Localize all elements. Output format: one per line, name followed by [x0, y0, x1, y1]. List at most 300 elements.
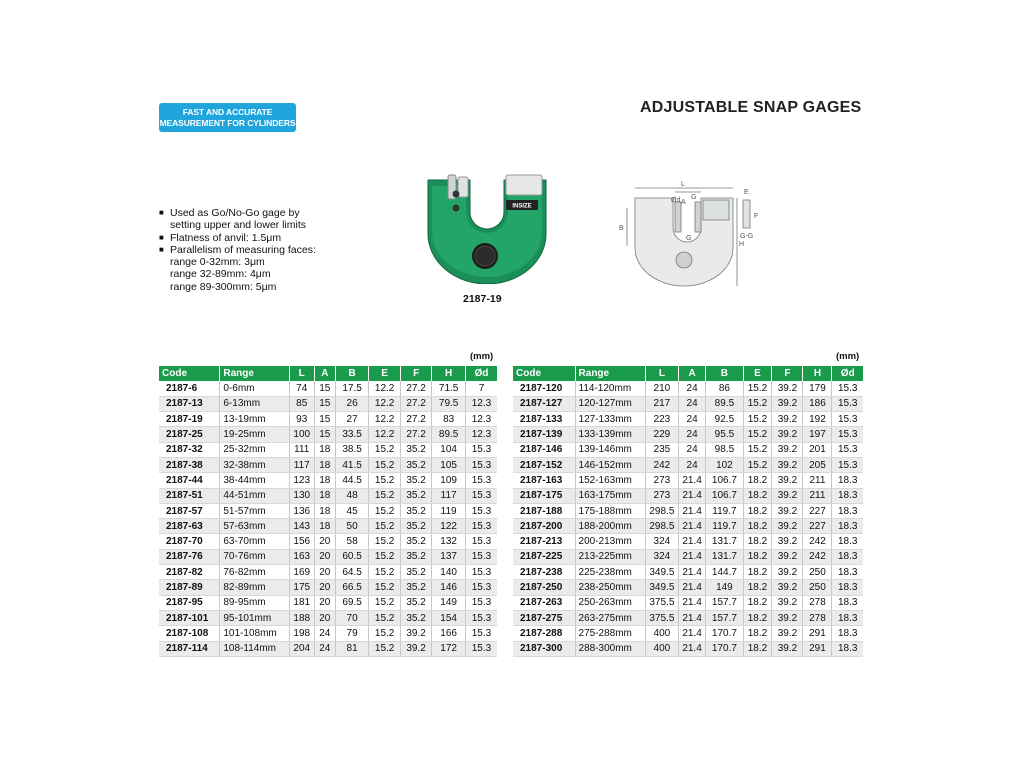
value-cell: 24 — [678, 412, 705, 427]
value-cell: 197 — [803, 427, 832, 442]
table-row — [159, 473, 497, 488]
badge-line-1: FAST AND ACCURATE — [182, 107, 273, 117]
value-cell: 18 — [314, 503, 335, 518]
column-header: L — [289, 366, 314, 381]
code-cell: 2187-19 — [159, 412, 220, 427]
value-cell: 24 — [678, 427, 705, 442]
value-cell: 170.7 — [706, 626, 743, 641]
value-cell: 15.2 — [369, 457, 400, 472]
value-cell: 100 — [289, 427, 314, 442]
table-header-row — [159, 366, 497, 381]
value-cell: 131.7 — [706, 534, 743, 549]
dim-label-gg: G-G — [740, 233, 754, 240]
table-row — [513, 381, 863, 396]
value-cell: 79 — [335, 626, 369, 641]
value-cell: 15 — [314, 381, 335, 396]
value-cell: 136 — [289, 503, 314, 518]
value-cell: 15.3 — [832, 381, 863, 396]
value-cell: 74 — [289, 381, 314, 396]
value-cell: 18 — [314, 457, 335, 472]
table-row — [159, 412, 497, 427]
value-cell: 39.2 — [400, 626, 431, 641]
column-header: F — [772, 366, 803, 381]
bullet-icon: ■ — [159, 208, 164, 217]
value-cell: 18.2 — [743, 534, 772, 549]
code-cell: 2187-32 — [159, 442, 220, 457]
table-row — [159, 442, 497, 457]
code-cell: 2187-225 — [513, 549, 575, 564]
value-cell: 39.2 — [772, 641, 803, 656]
range-cell: 288-300mm — [575, 641, 645, 656]
value-cell: 21.4 — [678, 473, 705, 488]
range-cell: 0-6mm — [220, 381, 289, 396]
value-cell: 12.3 — [465, 427, 497, 442]
value-cell: 109 — [432, 473, 466, 488]
table-row — [159, 503, 497, 518]
value-cell: 15.2 — [369, 610, 400, 625]
table-row — [513, 641, 863, 656]
value-cell: 298.5 — [645, 503, 678, 518]
range-cell: 108-114mm — [220, 641, 289, 656]
value-cell: 38.5 — [335, 442, 369, 457]
value-cell: 18.3 — [832, 503, 863, 518]
value-cell: 250 — [803, 580, 832, 595]
table-row — [159, 488, 497, 503]
code-cell: 2187-114 — [159, 641, 220, 656]
column-header: Code — [513, 366, 575, 381]
value-cell: 35.2 — [400, 457, 431, 472]
dim-label-f: F — [754, 213, 759, 220]
table-row — [159, 580, 497, 595]
value-cell: 27 — [335, 412, 369, 427]
value-cell: 15.3 — [465, 626, 497, 641]
code-cell: 2187-263 — [513, 595, 575, 610]
range-cell: 101-108mm — [220, 626, 289, 641]
table-row — [513, 442, 863, 457]
code-cell: 2187-82 — [159, 565, 220, 580]
value-cell: 18.3 — [832, 595, 863, 610]
value-cell: 35.2 — [400, 442, 431, 457]
value-cell: 15.2 — [369, 565, 400, 580]
code-cell: 2187-175 — [513, 488, 575, 503]
table-row — [513, 519, 863, 534]
code-cell: 2187-163 — [513, 473, 575, 488]
range-cell: 250-263mm — [575, 595, 645, 610]
dim-label-h: H — [739, 241, 745, 248]
value-cell: 64.5 — [335, 565, 369, 580]
code-cell: 2187-238 — [513, 565, 575, 580]
range-cell: 200-213mm — [575, 534, 645, 549]
value-cell: 400 — [645, 641, 678, 656]
value-cell: 21.4 — [678, 549, 705, 564]
dim-label-b: B — [619, 225, 624, 232]
value-cell: 298.5 — [645, 519, 678, 534]
range-cell: 51-57mm — [220, 503, 289, 518]
code-cell: 2187-139 — [513, 427, 575, 442]
value-cell: 12.3 — [465, 412, 497, 427]
value-cell: 18.2 — [743, 473, 772, 488]
value-cell: 15.2 — [369, 442, 400, 457]
range-cell: 89-95mm — [220, 595, 289, 610]
value-cell: 15.3 — [465, 519, 497, 534]
value-cell: 188 — [289, 610, 314, 625]
table-row — [159, 626, 497, 641]
range-cell: 139-146mm — [575, 442, 645, 457]
value-cell: 39.2 — [772, 503, 803, 518]
value-cell: 18.3 — [832, 488, 863, 503]
feature-text: range 32-89mm: 4μm — [170, 268, 271, 281]
value-cell: 117 — [432, 488, 466, 503]
bullet-icon: ■ — [159, 232, 164, 242]
value-cell: 18.2 — [743, 488, 772, 503]
range-cell: 13-19mm — [220, 412, 289, 427]
value-cell: 201 — [803, 442, 832, 457]
value-cell: 15.3 — [465, 457, 497, 472]
value-cell: 39.2 — [772, 488, 803, 503]
range-cell: 95-101mm — [220, 610, 289, 625]
value-cell: 21.4 — [678, 565, 705, 580]
table-row — [513, 503, 863, 518]
value-cell: 35.2 — [400, 473, 431, 488]
value-cell: 20 — [314, 595, 335, 610]
value-cell: 86 — [706, 381, 743, 396]
table-row — [159, 427, 497, 442]
value-cell: 12.2 — [369, 427, 400, 442]
value-cell: 375.5 — [645, 610, 678, 625]
value-cell: 27.2 — [400, 412, 431, 427]
value-cell: 24 — [314, 626, 335, 641]
code-cell: 2187-200 — [513, 519, 575, 534]
value-cell: 33.5 — [335, 427, 369, 442]
value-cell: 132 — [432, 534, 466, 549]
value-cell: 102 — [706, 457, 743, 472]
table-row — [513, 610, 863, 625]
value-cell: 21.4 — [678, 519, 705, 534]
dim-label-l: L — [681, 181, 685, 188]
value-cell: 18.3 — [832, 626, 863, 641]
value-cell: 15.3 — [465, 565, 497, 580]
range-cell: 133-139mm — [575, 427, 645, 442]
column-header: F — [400, 366, 431, 381]
value-cell: 242 — [803, 534, 832, 549]
value-cell: 89.5 — [706, 396, 743, 411]
code-cell: 2187-70 — [159, 534, 220, 549]
value-cell: 39.2 — [772, 427, 803, 442]
column-header: Ød — [832, 366, 863, 381]
table-row — [513, 488, 863, 503]
value-cell: 18.2 — [743, 580, 772, 595]
value-cell: 105 — [432, 457, 466, 472]
feature-text: range 89-300mm: 5μm — [170, 280, 277, 293]
value-cell: 39.2 — [400, 641, 431, 656]
table-header-row — [513, 366, 863, 381]
table-row — [513, 595, 863, 610]
value-cell: 35.2 — [400, 610, 431, 625]
value-cell: 140 — [432, 565, 466, 580]
bullet-icon: ■ — [159, 244, 164, 254]
value-cell: 45 — [335, 503, 369, 518]
code-cell: 2187-95 — [159, 595, 220, 610]
value-cell: 24 — [314, 641, 335, 656]
code-cell: 2187-152 — [513, 457, 575, 472]
value-cell: 35.2 — [400, 534, 431, 549]
range-cell: 146-152mm — [575, 457, 645, 472]
range-cell: 225-238mm — [575, 565, 645, 580]
value-cell: 15.2 — [369, 473, 400, 488]
feature-item — [159, 244, 359, 293]
value-cell: 89.5 — [432, 427, 466, 442]
value-cell: 18.3 — [832, 534, 863, 549]
value-cell: 20 — [314, 610, 335, 625]
value-cell: 39.2 — [772, 457, 803, 472]
code-cell: 2187-44 — [159, 473, 220, 488]
value-cell: 122 — [432, 519, 466, 534]
value-cell: 12.2 — [369, 412, 400, 427]
value-cell: 273 — [645, 473, 678, 488]
range-cell: 152-163mm — [575, 473, 645, 488]
value-cell: 186 — [803, 396, 832, 411]
dim-label-g-top: G — [691, 194, 697, 201]
value-cell: 15.3 — [465, 641, 497, 656]
value-cell: 15.3 — [832, 412, 863, 427]
snap-gage-photo — [422, 172, 552, 284]
value-cell: 92.5 — [706, 412, 743, 427]
table-row — [513, 534, 863, 549]
value-cell: 170.7 — [706, 641, 743, 656]
value-cell: 18.3 — [832, 610, 863, 625]
table-row — [513, 412, 863, 427]
value-cell: 192 — [803, 412, 832, 427]
range-cell: 70-76mm — [220, 549, 289, 564]
column-header: Code — [159, 366, 220, 381]
value-cell: 400 — [645, 626, 678, 641]
value-cell: 131.7 — [706, 549, 743, 564]
value-cell: 375.5 — [645, 595, 678, 610]
value-cell: 273 — [645, 488, 678, 503]
value-cell: 18.3 — [832, 565, 863, 580]
value-cell: 250 — [803, 565, 832, 580]
value-cell: 179 — [803, 381, 832, 396]
value-cell: 12.3 — [465, 396, 497, 411]
value-cell: 15.2 — [369, 595, 400, 610]
table-row — [159, 396, 497, 411]
code-cell: 2187-133 — [513, 412, 575, 427]
brand-logo: INSIZE — [512, 203, 532, 210]
column-header: A — [314, 366, 335, 381]
value-cell: 21.4 — [678, 488, 705, 503]
value-cell: 229 — [645, 427, 678, 442]
table-row — [513, 457, 863, 472]
code-cell: 2187-101 — [159, 610, 220, 625]
photo-caption: 2187-19 — [463, 293, 502, 305]
value-cell: 81 — [335, 641, 369, 656]
value-cell: 15.2 — [743, 381, 772, 396]
value-cell: 163 — [289, 549, 314, 564]
value-cell: 157.7 — [706, 595, 743, 610]
table-row — [513, 427, 863, 442]
value-cell: 15.3 — [465, 473, 497, 488]
value-cell: 24 — [678, 457, 705, 472]
table-row — [513, 580, 863, 595]
range-cell: 19-25mm — [220, 427, 289, 442]
value-cell: 12.2 — [369, 381, 400, 396]
value-cell: 39.2 — [772, 412, 803, 427]
value-cell: 111 — [289, 442, 314, 457]
value-cell: 278 — [803, 610, 832, 625]
value-cell: 15.2 — [369, 488, 400, 503]
value-cell: 15.3 — [465, 595, 497, 610]
code-cell: 2187-188 — [513, 503, 575, 518]
value-cell: 39.2 — [772, 519, 803, 534]
value-cell: 35.2 — [400, 549, 431, 564]
value-cell: 39.2 — [772, 610, 803, 625]
value-cell: 20 — [314, 565, 335, 580]
value-cell: 198 — [289, 626, 314, 641]
value-cell: 106.7 — [706, 473, 743, 488]
value-cell: 324 — [645, 534, 678, 549]
value-cell: 15.2 — [369, 519, 400, 534]
table-row — [513, 565, 863, 580]
value-cell: 21.4 — [678, 503, 705, 518]
range-cell: 57-63mm — [220, 519, 289, 534]
value-cell: 15.3 — [832, 442, 863, 457]
value-cell: 291 — [803, 641, 832, 656]
value-cell: 18 — [314, 488, 335, 503]
value-cell: 20 — [314, 549, 335, 564]
value-cell: 71.5 — [432, 381, 466, 396]
table-row — [159, 595, 497, 610]
value-cell: 15.2 — [743, 457, 772, 472]
dim-label-a: A — [681, 199, 686, 206]
value-cell: 93 — [289, 412, 314, 427]
value-cell: 149 — [706, 580, 743, 595]
badge-line-2: MEASUREMENT FOR CYLINDERS — [159, 118, 296, 128]
value-cell: 18.3 — [832, 473, 863, 488]
page-title: ADJUSTABLE SNAP GAGES — [640, 99, 862, 116]
value-cell: 15.2 — [369, 549, 400, 564]
dim-label-e: E — [744, 189, 749, 196]
code-cell: 2187-275 — [513, 610, 575, 625]
column-header: E — [743, 366, 772, 381]
value-cell: 39.2 — [772, 626, 803, 641]
feature-item — [159, 207, 359, 232]
value-cell: 83 — [432, 412, 466, 427]
value-cell: 18.3 — [832, 580, 863, 595]
column-header: L — [645, 366, 678, 381]
specs-table-left — [159, 366, 497, 657]
value-cell: 39.2 — [772, 442, 803, 457]
value-cell: 15.3 — [465, 442, 497, 457]
value-cell: 15.2 — [369, 534, 400, 549]
value-cell: 27.2 — [400, 396, 431, 411]
value-cell: 39.2 — [772, 381, 803, 396]
value-cell: 146 — [432, 580, 466, 595]
unit-label-right: (mm) — [836, 351, 860, 362]
range-cell: 163-175mm — [575, 488, 645, 503]
value-cell: 227 — [803, 519, 832, 534]
value-cell: 15.3 — [832, 427, 863, 442]
value-cell: 119 — [432, 503, 466, 518]
value-cell: 15.3 — [465, 610, 497, 625]
code-cell: 2187-13 — [159, 396, 220, 411]
range-cell: 44-51mm — [220, 488, 289, 503]
feature-text: Parallelism of measuring faces: — [170, 243, 316, 256]
value-cell: 175 — [289, 580, 314, 595]
value-cell: 15.3 — [832, 457, 863, 472]
value-cell: 24 — [678, 396, 705, 411]
value-cell: 172 — [432, 641, 466, 656]
value-cell: 7 — [465, 381, 497, 396]
value-cell: 35.2 — [400, 503, 431, 518]
value-cell: 15 — [314, 427, 335, 442]
value-cell: 143 — [289, 519, 314, 534]
table-row — [513, 626, 863, 641]
value-cell: 18.2 — [743, 626, 772, 641]
value-cell: 211 — [803, 488, 832, 503]
feature-item — [159, 232, 359, 244]
value-cell: 44.5 — [335, 473, 369, 488]
value-cell: 18.3 — [832, 549, 863, 564]
table-row — [513, 396, 863, 411]
value-cell: 217 — [645, 396, 678, 411]
range-cell: 82-89mm — [220, 580, 289, 595]
value-cell: 18 — [314, 473, 335, 488]
range-cell: 114-120mm — [575, 381, 645, 396]
range-cell: 38-44mm — [220, 473, 289, 488]
table-row — [159, 549, 497, 564]
value-cell: 15.2 — [743, 427, 772, 442]
specs-table-right — [513, 366, 863, 657]
feature-text: Flatness of anvil: 1.5μm — [170, 231, 282, 244]
value-cell: 39.2 — [772, 549, 803, 564]
code-cell: 2187-108 — [159, 626, 220, 641]
value-cell: 166 — [432, 626, 466, 641]
value-cell: 35.2 — [400, 595, 431, 610]
value-cell: 106.7 — [706, 488, 743, 503]
value-cell: 349.5 — [645, 565, 678, 580]
table-row — [513, 473, 863, 488]
range-cell: 25-32mm — [220, 442, 289, 457]
range-cell: 275-288mm — [575, 626, 645, 641]
value-cell: 123 — [289, 473, 314, 488]
feature-text: range 0-32mm: 3μm — [170, 256, 265, 269]
range-cell: 76-82mm — [220, 565, 289, 580]
value-cell: 20 — [314, 580, 335, 595]
column-header: A — [678, 366, 705, 381]
value-cell: 242 — [803, 549, 832, 564]
value-cell: 15.3 — [832, 396, 863, 411]
value-cell: 39.2 — [772, 580, 803, 595]
range-cell: 238-250mm — [575, 580, 645, 595]
value-cell: 15.3 — [465, 580, 497, 595]
value-cell: 349.5 — [645, 580, 678, 595]
value-cell: 291 — [803, 626, 832, 641]
range-cell: 175-188mm — [575, 503, 645, 518]
value-cell: 278 — [803, 595, 832, 610]
value-cell: 119.7 — [706, 503, 743, 518]
table-row — [159, 534, 497, 549]
value-cell: 21.4 — [678, 534, 705, 549]
code-cell: 2187-89 — [159, 580, 220, 595]
value-cell: 27.2 — [400, 427, 431, 442]
value-cell: 15.2 — [743, 396, 772, 411]
value-cell: 79.5 — [432, 396, 466, 411]
value-cell: 15 — [314, 396, 335, 411]
table-row — [159, 641, 497, 656]
value-cell: 211 — [803, 473, 832, 488]
code-cell: 2187-6 — [159, 381, 220, 396]
value-cell: 119.7 — [706, 519, 743, 534]
